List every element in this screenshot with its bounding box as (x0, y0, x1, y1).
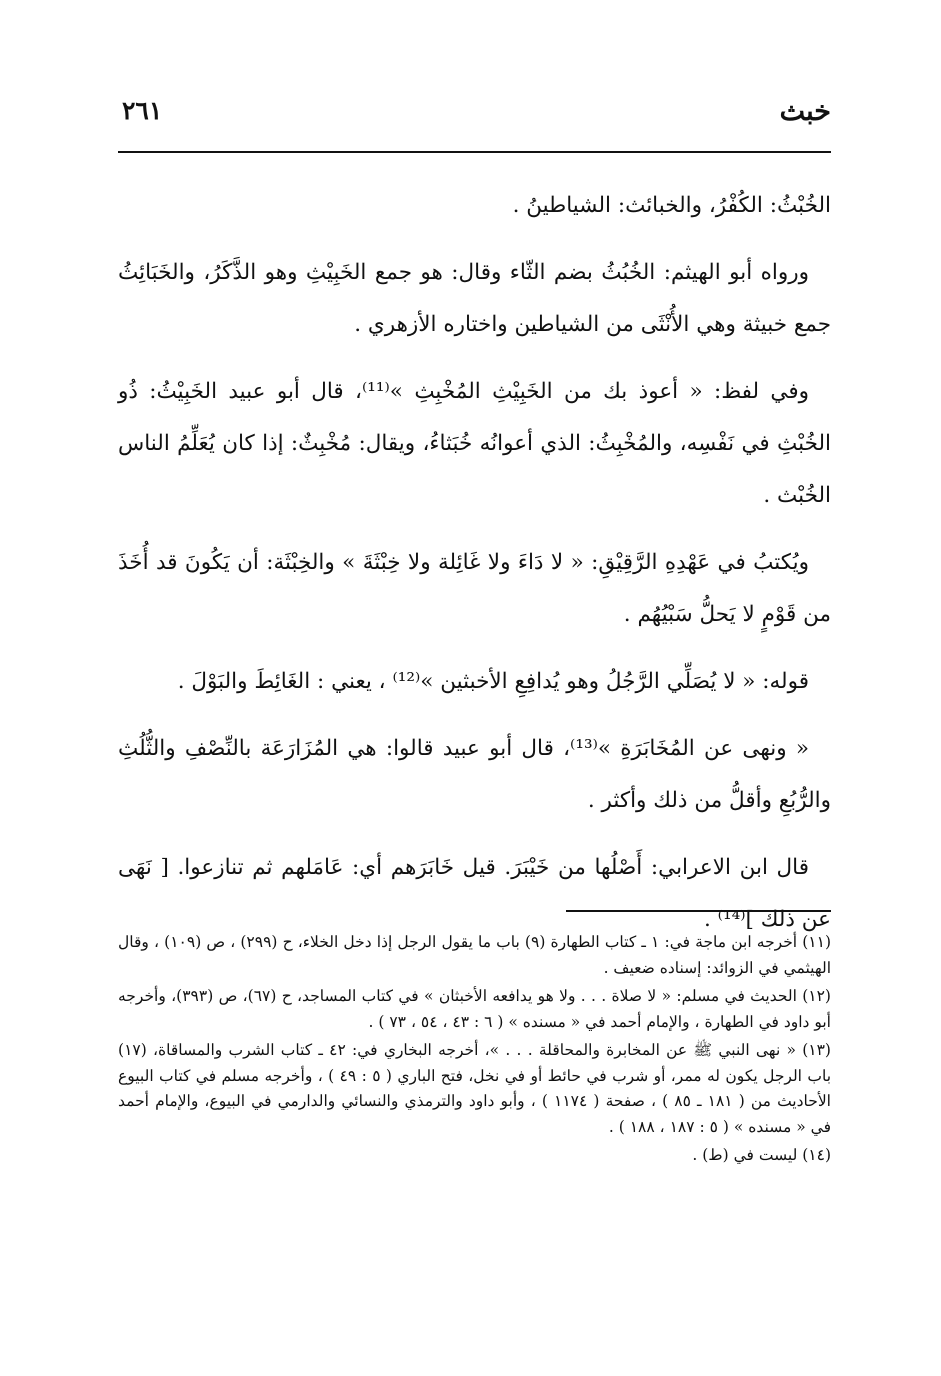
paragraph: ورواه أبو الهيثم: الخُبُثُ بضم الثّاء وقال: هو جمع الخَبِيْثِ وهو الذَّكَرُ، والخَبَائِثُ جمع خبيثة وهي الأُنْثَى من الشياطين واختاره الأزهري . (118, 260, 831, 337)
footnote: (١٤) ليست في (ط) . (692, 1146, 831, 1164)
paragraph: الخُبْثُ: الكُفْرُ، والخبائث: الشياطينُ . (512, 193, 831, 218)
page-header (118, 92, 831, 140)
paragraph: وفي لفظ: « أعوذ بك من الخَبِيْثِ المُخْبِثِ »⁽¹¹⁾، قال أبو عبيد الخَبِيْثُ: ذُو الخُبْثِ في نَفْسِه، والمُخْبِثُ: الذي أعوانُه خُبَثاءُ، ويقال: مُخْبِثٌ: إذا كان يُعَلِّمُ الناس الخُبْث . (118, 379, 831, 508)
body-text (118, 180, 831, 961)
page-number: ٢٦١ (122, 96, 163, 125)
paragraph: ويُكتبُ في عَهْدِهِ الرَّقِيْقِ: « لا دَاءَ ولا غَائِلة ولا خِبْثَةَ » والخِبْثَة: أن يَكُونَ قد أُخَذَ من قَوْمٍ لا يَحلُّ سَبْيُهُم . (118, 550, 831, 627)
paragraph: قال ابن الاعرابي: أَصْلُها من خَيْبَرَ. قيل خَابَرَهم أي: عَامَلهم ثم تنازعوا. [ نَهَى عن ذلك ]⁽¹⁴⁾ . (118, 855, 831, 932)
footnotes (118, 930, 831, 1172)
paragraph: « ونهى عن المُخَابَرَةِ »⁽¹³⁾، قال أبو عبيد قالوا: هي المُزَارَعَة بالنِّصْفِ والثُّلُثِ والرُّبُعِ وأقلُّ من ذلك وأكثر . (118, 736, 831, 813)
paragraph: قوله: « لا يُصَلِّي الرَّجُلُ وهو يُدافِعِ الأخبثين »⁽¹²⁾ ، يعني : الغَائِطَ والبَوْلَ . (177, 669, 809, 694)
footnote: (١٣) « نهى النبي ﷺ عن المخابرة والمحاقلة . . . »، أخرجه البخاري في: ٤٢ ـ كتاب الشرب والمساقاة، (١٧) باب الرجل يكون له ممر، أو شرب في حائط أو في نخل، فتح الباري ( ٥ : ٤٩ ) ، وأخرجه مسلم في كتاب البيوع الأحاديث من ( ١٨١ ـ ٨٥ ) ، صفحة ( ١١٧٤ ) ، وأبو داود والترمذي والنسائي والدارمي في البيوع، والإمام أحمد في « مسنده » ( ٥ : ١٨٧ ، ١٨٨ ) . (118, 1041, 832, 1136)
footnote: (١١) أخرجه ابن ماجة في: ١ ـ كتاب الطهارة (٩) باب ما يقول الرجل إذا دخل الخلاء، ح (٢٩٩) ، ص (١٠٩) ، وقال الهيثمي في الزوائد: إسناده ضعيف . (118, 933, 831, 977)
footnote-separator (566, 910, 831, 912)
header-rule (118, 151, 831, 153)
running-head: خبث (779, 96, 831, 127)
footnote: (١٢) الحديث في مسلم: « لا صلاة . . . ولا هو يدافعه الأخبثان » في كتاب المساجد، ح (٦٧)، ص (٣٩٣)، وأخرجه أبو داود في الطهارة ، والإمام أحمد في « مسنده » ( ٦ : ٤٣ ، ٥٤ ، ٧٣ ) . (118, 987, 831, 1031)
